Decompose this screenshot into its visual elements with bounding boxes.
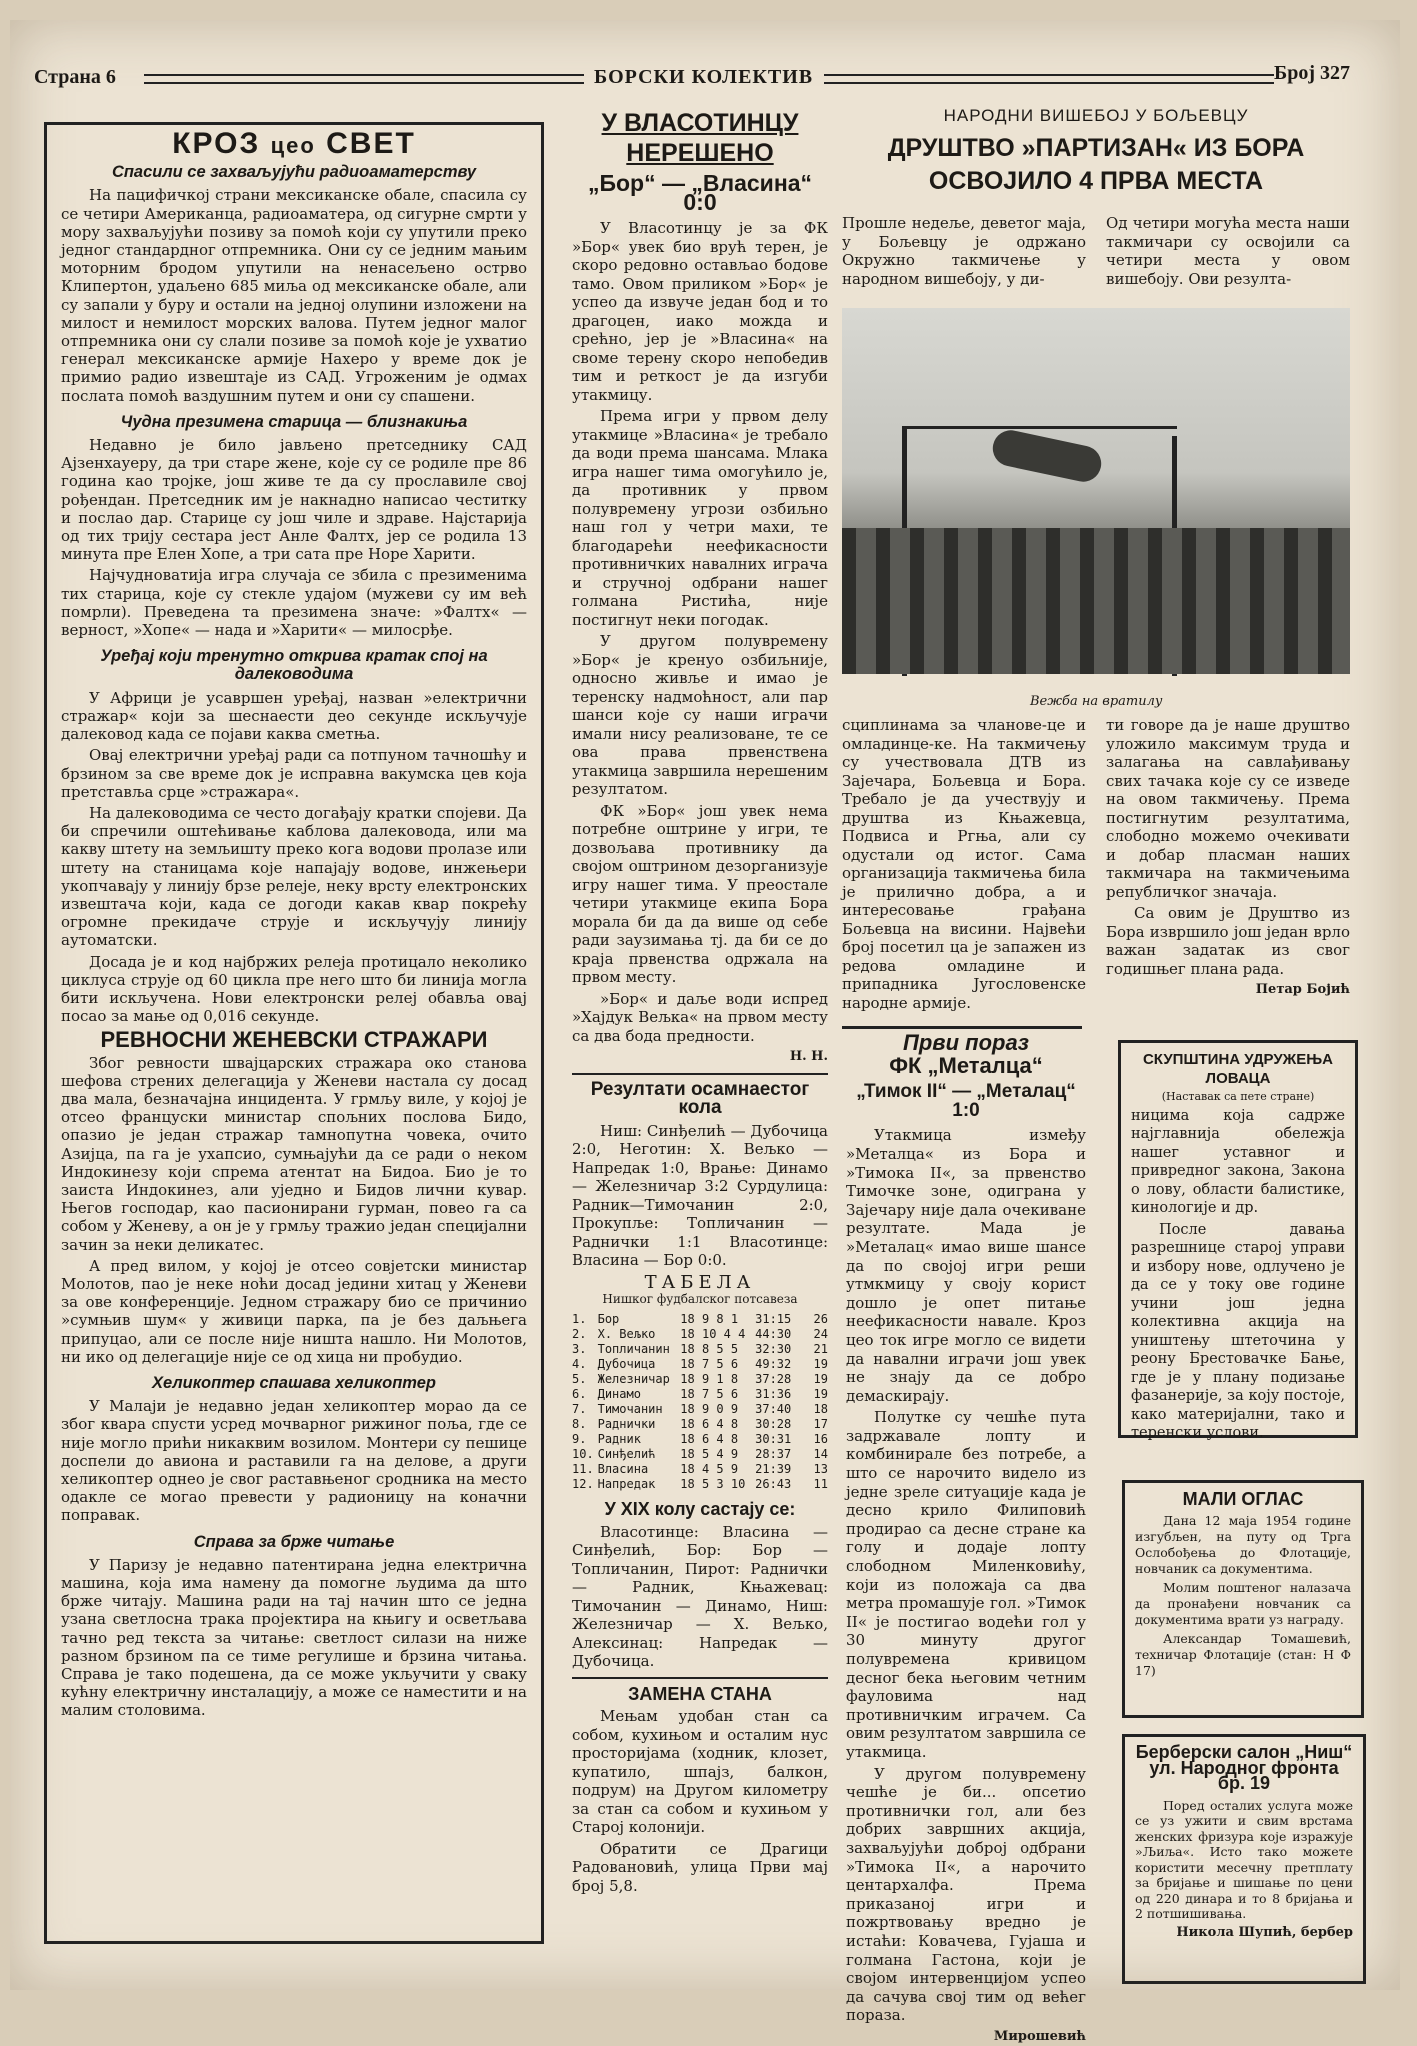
table-cell: 10. [572, 1447, 594, 1461]
article-text: Недавно је било јављено претседнику САД Ајзенхауеру, да три старе жене, које су се родиле пре 86 година као тројке, још живе те да су прославиле свој рођендан. Претседник им је накнадно написао честитку и послао дар. Старице су још чиле и здраве. Најстарија од тих трију сестара јест Анле Фалтх, јер се родила 13 минута пре Елен Хопе, а три сата пре Норе Харити. [61, 436, 527, 564]
table-cell: 28:37 [755, 1447, 792, 1461]
article-heading: Справа за брже читање [193, 1532, 395, 1551]
table-cell: 26 [813, 1312, 828, 1326]
table-cell: 37:40 [755, 1402, 792, 1416]
world-news-column [44, 122, 544, 1944]
table-cell: 18 5 4 9 [680, 1447, 739, 1461]
table-cell: 18 8 5 5 [680, 1342, 739, 1356]
article-text: ФК »Бор« још увек нема потребне оштрине у игри, те дозвољава противнику да својом оштрином дезорганизује игру нашег тима. У преостале четири утакмице екипа Бора морала би да да више од себе ради заузимања тј. да би се до краја првенства одржала на првом месту. [572, 801, 828, 986]
table-cell: 12. [572, 1477, 594, 1491]
article-text-right [1106, 716, 1350, 1000]
article-subheadline: ОСВОЈИЛО 4 ПРВА МЕСТА [928, 167, 1264, 195]
article-headline: У ВЛАСОТИНЦУ НЕРЕШЕНО [601, 109, 799, 167]
article-heading: Хеликоптер спашава хеликоптер [151, 1374, 437, 1392]
article-text: У Малаји је недавно један хеликоптер морао да се због квара спусти усред мочварног рижиног поља, где се није могло прићи никаквим возилом. Монтери су пешице доспели до авиона и раставили га на делове, а други хеликоптер однео је свог раставњеног сродника на место одакле се могао превести у радионицу на коначни поправак. [61, 1397, 527, 1525]
table-cell: 19 [813, 1387, 828, 1401]
match-score: „Тимок II“ — „Металац“ 1:0 [856, 1081, 1076, 1121]
table-cell: 5. [572, 1372, 587, 1386]
article-text: У Паризу је недавно патентирана једна електрична машина, која има намену да помогне људима да што брже читају. Машина ради на тај начин што се једна узана светлосна трака пројектира на књигу и осветљава тачно ред текста за читање: светлост силази на ниже разном брзином па се тиме регулише и брзина читања. Справа је тако подешена, да се може укључити у сваку кућну електричну инсталацију, а може се наместити и на малим столовима. [61, 1555, 527, 1720]
football-column [572, 108, 828, 1988]
table-cell: 13 [813, 1462, 828, 1476]
table-cell: 18 10 4 4 [680, 1327, 746, 1341]
table-cell: 18 6 4 8 [680, 1417, 739, 1431]
article-text: ти говоре да је наше друштво уложило максимум труда и залагања на савлађивању свих тачака које су се изведе на овом такмичењу. Према постигнутим резултатима, слободно можемо очекивати и добар пласман наших такмичара на такмичењима републичког значаја. [1106, 716, 1350, 901]
table-cell: 31:15 [755, 1312, 792, 1326]
table-cell: 6. [572, 1387, 587, 1401]
box-text: Поред осталих услуга може се уз ужити и свим врстама женских фризура које изражује »Љиља«. Исто тако можете користити месечну претплату за бријање и шишање по цени од 220 динара и то 8 бријања и 2 потшишивања. [1135, 1797, 1353, 1921]
table-cell: 32:30 [755, 1342, 792, 1356]
table-cell: Радник [597, 1432, 641, 1446]
table-cell: 19 [813, 1372, 828, 1386]
table-cell: Топличанин [597, 1342, 670, 1356]
article-text: Овај електрични уређај ради са потпуном тачношћу и брзином за све време док је исправна вакумска цев која претставља срце »стражара«. [61, 746, 527, 801]
box-text: ницима која садрже најглавнија обележја нашег уставног и привредног закона, Закона о лову, области балистике, кинологије и др. [1131, 1107, 1345, 1216]
table-cell: 18 7 5 6 [680, 1357, 739, 1371]
article-text: сциплинама за чланове-це и омладинце-ке. На такмичењу су учествовала ДТВ из Зајечара, Бољевца и Бора. Требало је да учествују и друштва из Књажевца, Подвиса и Ргња, али су одустали од истог. Сама организација такмичења била је прилично добра, а и интересовање грађана Бољевца на висини. Највећи број посетил ца је запажен из редова омладине и припадника Југословенске народне армије. [842, 716, 1086, 1012]
table-cell: 18 9 8 1 [680, 1312, 739, 1326]
article-signature: Н. Н. [789, 1049, 828, 1064]
article-heading: РЕВНОСНИ ЖЕНЕВСКИ СТРАЖАРИ [100, 1027, 488, 1053]
table-cell: 49:32 [755, 1357, 792, 1371]
article-text: На пацифичкој страни мексиканске обале, спасила су се четири Американца, радиоаматера, од сигурне смрти у мору захваљујући позиву за помоћ који су упутили преко једног стандардног отпремника. Они су се једним мањим моторним бродом упутили на ненасељено острво Клипертон, удаљено 685 миља од мексиканске обале, али су запали у буру и остали на једној олупини изложени на милост и немилост морских валова. Путем једног малог отпремника они су слали позиве за помоћ које је ухватио генерал мексиканске армије Нахеро у време док је примио радио извештаје из САД. Угроженим је одмах послата помоћ ваздушним путем и они су спашени. [61, 186, 527, 405]
table-cell: 18 4 5 9 [680, 1462, 739, 1476]
header-rule-left [144, 74, 584, 84]
table-cell: 26:43 [755, 1477, 792, 1491]
table-cell: 16 [813, 1432, 828, 1446]
table-cell: Напредак [597, 1477, 656, 1491]
article-text: Досада је и код најбржих релеја протицало неколико циклуса струје од 60 циклa пре него што би линија могла бити искључена. Нови електронски релеј обавља овај посао за мање од 0,016 секунде. [61, 952, 527, 1026]
article-signature: Мирошевић [993, 2028, 1086, 2044]
table-cell: 4. [572, 1357, 587, 1371]
table-cell: 18 9 1 8 [680, 1372, 739, 1386]
article-text: Према игри у првом делу утакмице »Власина« је требало да води према шансама. Млака игра нашег тима омогућило је, да противник у првом полувремену угрози озбиљно наш гол у четри махи, те благодарећи неефикасности противничких навалних играча и стручној одбрани нашег голмана Ристића, није постигнут неки погодак. [572, 407, 828, 629]
article-heading: Чудна презимена старица — близнакиња [120, 412, 468, 431]
next-round-text: Власотинце: Власина — Синђелић, Бор: Бор — Топличанин, Пирот: Раднички — Радник, Књажевац: Тимочанин — Динамо, Ниш: Железничар — Х. Вељко, Алексинац: Напредак — Дубочица. [572, 1522, 828, 1670]
table-cell: 18 6 4 8 [680, 1432, 739, 1446]
table-cell: Железничар [597, 1372, 670, 1386]
box-subheading: ул. Народног фронта бр. 19 [1149, 1757, 1339, 1793]
table-row [572, 1372, 828, 1387]
table-row [572, 1342, 828, 1357]
article-text: Најчудноватија игра случаја се збила с презименима тих старица, које су стекле удајом (мужеви су им већ помрли). Преведена та презимена значе: »Фалтх« — верност, »Хопе« — нада и »Харити« — милосрђе. [61, 566, 527, 640]
table-cell: Синђелић [597, 1447, 656, 1461]
table-cell: 30:31 [755, 1432, 792, 1446]
header-rule-right [824, 74, 1274, 84]
table-cell: 14 [813, 1447, 828, 1461]
table-cell: Динамо [597, 1387, 641, 1401]
table-cell: Раднички [597, 1417, 656, 1431]
table-row [572, 1417, 828, 1432]
newspaper-title: БОРСКИ КОЛЕКТИВ [594, 66, 814, 88]
table-cell: 18 [813, 1402, 828, 1416]
table-cell: 3. [572, 1342, 587, 1356]
table-cell: 21:39 [755, 1462, 792, 1476]
table-row [572, 1387, 828, 1402]
table-row [572, 1447, 828, 1462]
article-text: »Бор« и даље води испред »Хајдук Вељка« на првом месту са два бода предности. [572, 989, 828, 1045]
box-text: Дана 12 маја 1954 године изгубљен, на путу од Трга Ослобођења до Флотације, новчаник са документима. [1135, 1513, 1351, 1576]
article-headline: ДРУШТВО »ПАРТИЗАН« ИЗ БОРА [887, 134, 1305, 162]
table-row [572, 1462, 828, 1477]
divider [842, 1026, 1082, 1029]
table-cell: 18 9 0 9 [680, 1402, 739, 1416]
table-row [572, 1327, 828, 1342]
article-text: Прошле недеље, деветог маја, у Бољевцу је одржано Окружно такмичење у народном вишебоју, у ди- [842, 214, 1086, 288]
table-cell: 1. [572, 1312, 587, 1326]
page-header [34, 62, 1350, 92]
table-cell: 21 [813, 1342, 828, 1356]
photo-caption: Вежба на вратилу [1030, 694, 1163, 709]
article-text: А пред вилом, у којој је отсео совјетски министар Молотов, пао је неке ноћи досад једини хитац у Женеви за ове конференције. Једном стражару био се причинио »сумњив шум« у живици парка, па је без даљњега припуцао, али се после није ништа нашло. Ни Молотов, ни ико од делегације није се од хица ни пробудио. [61, 1256, 527, 1366]
table-cell: 24 [813, 1327, 828, 1341]
metalac-article [846, 1030, 1086, 2044]
table-subheading: Нишког фудбалског потсавеза [602, 1292, 798, 1306]
table-cell: 11. [572, 1462, 594, 1476]
article-heading: Уређај који тренутно открива кратак спој на далеководима [100, 647, 488, 684]
article-text: На далеководима се често догађају кратки спојеви. Да би спречили оштећивање каблова далековода, или ма какву штету на земљишту преко кога водови пролазе или штету на станицама које напајају водове, инжењери укопчавају у линију брзе релеје, неку врсту електронских извештача који, када се догоди какав квар покрећу огромне прекидаче струје и искључују линију аутоматски. [61, 803, 527, 950]
table-row [572, 1402, 828, 1417]
box-subheading: (Наставак са пете стране) [1161, 1090, 1315, 1103]
table-cell: 18 5 3 10 [680, 1477, 746, 1491]
article-headline: Први пораз [903, 1030, 1029, 1055]
table-row [572, 1477, 828, 1492]
column-title: КРОЗ цео СВЕТ [172, 127, 416, 160]
ad-text: Обратити се Драгици Радовановић, улица Први мај број 5,8. [572, 1839, 828, 1895]
results-heading: Резултати осамнаестог кола [590, 1078, 810, 1118]
league-table [572, 1312, 828, 1492]
article-subheadline: „Бор“ — „Власина“ 0:0 [587, 170, 813, 215]
article-text: Са овим је Друштво из Бора извршило још један врло важан задатак из свог годишњег плана рада. [1106, 904, 1350, 978]
partizan-article-header [842, 106, 1350, 196]
article-text: Утакмица између »Металца« из Бора и »Тимока II«, за првенство Тимочке зоне, одиграна у Зајечару није дала очекиване резултате. Мада је »Металац« имао више шансе да по својој игри реши утмкмицу у своју корист дошло је опет питање неефикасности навале. Кроз цео ток игре могло се видети да навални играчи још увек не знају да се добро демаскирају. [846, 1126, 1086, 1405]
table-row [572, 1357, 828, 1372]
article-heading: Спасили се захваљујући радиоаматерству [111, 163, 477, 182]
table-cell: 30:28 [755, 1417, 792, 1431]
article-text: Полутке су чешће пута задржавале лопту и комбинирале без потребе, а што се нарочито видело из једне зреле ситуације када је десно крило Филиповић продирао са десне стране ка голу и додаје лопту слободном Миленковићу, који из положаја са два метра промашује гол. »Тимок II« је постигао водећи гол у 30 минуту другог полувремена кривицом десног бека његовим четним фауловима над противничким играчем. Са овим резултатом завршила се утакмица. [846, 1408, 1086, 1761]
box-text: Александар Томашевић, техничар Флотације (стан: Н Ф 17) [1135, 1631, 1351, 1678]
table-cell: Тимочанин [597, 1402, 663, 1416]
gymnast-photo [842, 308, 1350, 674]
article-signature: Петар Бојић [1255, 982, 1350, 997]
table-row [572, 1432, 828, 1447]
table-cell: 7. [572, 1402, 587, 1416]
divider [572, 1677, 828, 1679]
article-text: Од четири могућа места наши такмичари су освојили са четири места у овом вишебоју. Ови резулта- [1106, 214, 1350, 288]
table-cell: 9. [572, 1432, 587, 1446]
table-cell: 37:28 [755, 1372, 792, 1386]
table-cell: 31:36 [755, 1387, 792, 1401]
box-heading: СКУПШТИНА УДРУЖЕЊА ЛОВАЦА [1142, 1051, 1334, 1087]
page-number: Страна 6 [34, 66, 116, 88]
table-cell: 2. [572, 1327, 587, 1341]
table-cell: 44:30 [755, 1327, 792, 1341]
article-text: У Африци је усавршен уређај, назван »електрични стражар« који за шеснаести део секунде искључује далековод када се појави каква сметња. [61, 688, 527, 744]
box-text: После давања разрешнице старој управи и избору нове, одлучено је да се у току ове године учини још једна колективна акција на уништењу штеточина у реону Брестовачке Бање, где је у плану подизање фазанерије, за коју постоје, како материјални, тако и теренски услови. [1131, 1221, 1345, 1441]
box-heading: МАЛИ ОГЛАС [1182, 1489, 1304, 1509]
barber-ad-box [1122, 1734, 1366, 1984]
table-row [572, 1312, 828, 1327]
divider [572, 1073, 828, 1075]
small-ad-box [1122, 1480, 1364, 1718]
table-cell: Власина [597, 1462, 649, 1476]
article-kicker: НАРОДНИ ВИШЕБОЈ У БОЉЕВЦУ [943, 106, 1249, 125]
ad-heading: ЗАМЕНА СТАНА [628, 1683, 772, 1704]
box-text: Молим поштеног налазача да пронађени новчаник са документима врати уз награду. [1135, 1580, 1351, 1627]
issue-number: Број 327 [1273, 62, 1350, 84]
table-cell: Х. Вељко [597, 1327, 656, 1341]
ad-text: Мењам удобан стан са собом, кухињом и осталим нус просторијама (ходник, клозет, купатило, шпајз, балкон, подрум) на Другом километру за стан са собом и кухињом у Старој колонији. [572, 1707, 828, 1836]
box-signature: Никола Шупић, бербер [1176, 1924, 1353, 1940]
article-text: У другом полувремену »Бор« је кренуо озбиљније, односно живље и имао је теренску надмоћност, али пар шанси које су наши играчи имали нису реализоване, те се ова права првенствена утакмица завршила нерешеним резултатом. [572, 632, 828, 798]
article-text: У другом полувремену чешће је би... опсетио противнички гол, али без добрих завршних акција, захваљујући доброј одбрани »Тимока II«, а нарочито центархалфа. Према приказаној игри и пожртвовању вредно је истаћи: Ковачева, Гујаша и голмана Гастона, који је својом интервенцијом успео да сачува свој тим од већег пораза. [846, 1764, 1086, 2025]
article-text: У Власотинцу је за ФК »Бор« увек био врућ терен, је скоро редовно остављао бодове тамо. Овом приликом »Бор« је успео да извуче један бод и то драгоцен, иако можда и срећно, јер је »Власина« на своме терену скоро непобедив тим и реткост је да изгуби утакмицу. [572, 219, 828, 404]
table-cell: 19 [813, 1357, 828, 1371]
table-cell: 11 [813, 1477, 828, 1491]
table-cell: 8. [572, 1417, 587, 1431]
table-cell: 18 7 5 6 [680, 1387, 739, 1401]
article-subheadline: ФК „Металца“ [889, 1052, 1043, 1078]
table-cell: Дубочица [597, 1357, 656, 1371]
box-heading: Берберски салон „Ниш“ [1135, 1742, 1353, 1762]
table-cell: Бор [597, 1312, 620, 1326]
table-cell: 17 [813, 1417, 828, 1431]
article-text: Због ревности швајцарских стражара око станова шефова стрених делегација у Женеви настала су досад два мала, безначајна инцидента. У грмљу виле, у којој је отсео француски министар спољних послова Бидо, опазио је један стражар тамнопутна човека, очито Азијца, па га је ухапсио, сумњајући да се ради о неком Индокинезу који спрема атентат на Бидоа. Био је то заиста Индокинез, али уједно и Бидов лични кувар. Његов господар, као пасионирани гурман, повео га са собом у Женеву, а он је у грмљу тражио један специјални зачин за неки деликатес. [61, 1053, 527, 1254]
results-text: Ниш: Синђелић — Дубочица 2:0, Неготин: Х. Вељко — Напредак 1:0, Врање: Динамо — Железничар 3:2 Сурдулица: Радник—Тимочанин 2:0, Прокупље: Топличанин — Раднички 1:1 Власотинце: Власина — Бор 0:0. [572, 1121, 828, 1269]
table-heading: ТАБЕЛА [644, 1271, 756, 1293]
hunters-assembly-box [1118, 1040, 1358, 1441]
next-round-heading: У XIX колу састају се: [604, 1499, 796, 1519]
